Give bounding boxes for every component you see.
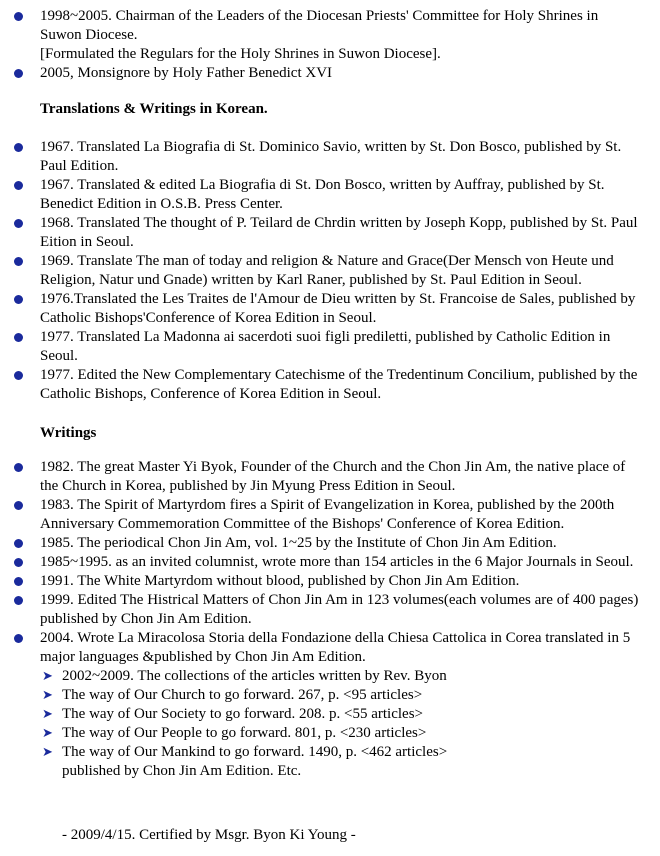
bullet-icon	[14, 371, 23, 380]
list-item	[0, 64, 640, 83]
list-item	[0, 328, 640, 366]
list-item	[0, 553, 640, 572]
list-item-text: 1968. Translated The thought of P. Teilard de Chrdin written by Joseph Kopp, published by St. Paul Eition in Seoul.	[40, 215, 638, 250]
bullet-icon	[14, 257, 23, 266]
list-item	[0, 138, 640, 176]
list-item-text: 1999. Edited The Histrical Matters of Chon Jin Am in 123 volumes(each volumes are of 400 pages) published by Chon Jin Am Edition.	[40, 592, 639, 627]
list-item	[0, 496, 640, 534]
bullet-icon	[14, 558, 23, 567]
bullet-icon	[14, 333, 23, 342]
sub-list-item-text: The way of Our Society to go forward. 208. p. <55 articles>	[62, 706, 423, 722]
list-item-text: 2005, Monsignore by Holy Father Benedict XVI	[40, 65, 333, 81]
bullet-icon	[14, 596, 23, 605]
sub-list-item-text: The way of Our People to go forward. 801, p. <230 articles>	[62, 725, 427, 741]
sub-list-item-text: 2002~2009. The collections of the articles written by Rev. Byon	[62, 668, 447, 684]
list-item-text: 1977. Translated La Madonna ai sacerdoti suoi figli prediletti, published by Catholic Edition in Seoul.	[40, 329, 611, 364]
bullet-icon	[14, 539, 23, 548]
bullet-icon	[14, 634, 23, 643]
article-collections-list	[0, 667, 640, 781]
arrowhead-bullet-icon: ➤	[42, 688, 53, 703]
list-item-text: 1985~1995. as an invited columnist, wrote more than 154 articles in the 6 Major Journals in Seoul.	[40, 554, 634, 570]
translations-heading: Translations & Writings in Korean.	[40, 101, 268, 117]
list-item	[0, 7, 640, 64]
arrowhead-bullet-icon: ➤	[42, 745, 53, 760]
list-item-text: 1983. The Spirit of Martyrdom fires a Spirit of Evangelization in Korea, published by the 200th Anniversary Commemoration Committee of the Bishops' Conference of Korea Edition.	[40, 497, 615, 532]
list-item	[0, 366, 640, 404]
list-item	[0, 290, 640, 328]
list-item-text: 1976.Translated the Les Traites de l'Amour de Dieu written by St. Francoise de Sales, published by Catholic Bishops'Conference of Korea Edition in Seoul.	[40, 291, 636, 326]
list-item	[0, 176, 640, 214]
sub-list-item-text: The way of Our Church to go forward. 267, p. <95 articles>	[62, 687, 423, 703]
bullet-icon	[14, 501, 23, 510]
sub-list-item-text: The way of Our Mankind to go forward. 1490, p. <462 articles> published by Chon Jin Am Edition. Etc.	[62, 744, 448, 779]
sub-list-item	[0, 667, 640, 686]
sub-list-item	[0, 724, 640, 743]
list-item-text: 2004. Wrote La Miracolosa Storia della Fondazione della Chiesa Cattolica in Corea translated in 5 major languages &published by Chon Jin Am Edition.	[40, 630, 631, 665]
list-item-text: 1967. Translated & edited La Biografia di St. Don Bosco, written by Auffray, published by St. Benedict Edition in O.S.B. Press Center.	[40, 177, 605, 212]
arrowhead-bullet-icon: ➤	[42, 707, 53, 722]
list-item	[0, 534, 640, 553]
list-item-text: 1967. Translated La Biografia di St. Dominico Savio, written by St. Don Bosco, published by St. Paul Edition.	[40, 139, 622, 174]
bullet-icon	[14, 463, 23, 472]
list-item	[0, 458, 640, 496]
bullet-icon	[14, 295, 23, 304]
translations-list	[0, 138, 640, 404]
bullet-icon	[14, 219, 23, 228]
list-item-text: 1982. The great Master Yi Byok, Founder of the Church and the Chon Jin Am, the native place of the Church in Korea, published by Jin Myung Press Edition in Seoul.	[40, 459, 626, 494]
bullet-icon	[14, 143, 23, 152]
bullet-icon	[14, 577, 23, 586]
arrowhead-bullet-icon: ➤	[42, 669, 53, 684]
sub-list-item	[0, 743, 640, 781]
bullet-icon	[14, 12, 23, 21]
list-item	[0, 591, 640, 629]
list-item-text: 1985. The periodical Chon Jin Am, vol. 1~25 by the Institute of Chon Jin Am Edition.	[40, 535, 557, 551]
sub-list-item	[0, 686, 640, 705]
bullet-icon	[14, 69, 23, 78]
sub-list-item	[0, 705, 640, 724]
writings-list	[0, 458, 640, 781]
list-item	[0, 214, 640, 252]
list-item-text: 1998~2005. Chairman of the Leaders of the Diocesan Priests' Committee for Holy Shrines in Suwon Diocese. [Formulated the Regulars for the Holy Shrines in Suwon Diocese].	[40, 8, 599, 62]
list-item	[0, 629, 640, 667]
certification-line: - 2009/4/15. Certified by Msgr. Byon Ki Young -	[62, 827, 356, 843]
list-item	[0, 572, 640, 591]
list-item-text: 1969. Translate The man of today and religion & Nature and Grace(Der Mensch von Heute und Religion, Natur und Gnade) written by Karl Raner, published by St. Paul Edition in Seoul.	[40, 253, 614, 288]
list-item	[0, 252, 640, 290]
list-item-text: 1991. The White Martyrdom without blood, published by Chon Jin Am Edition.	[40, 573, 520, 589]
arrowhead-bullet-icon: ➤	[42, 726, 53, 741]
bullet-icon	[14, 181, 23, 190]
career-list	[0, 7, 640, 83]
writings-heading: Writings	[40, 425, 97, 441]
list-item-text: 1977. Edited the New Complementary Catechisme of the Tredentinum Concilium, published by the Catholic Bishops, Conference of Korea Edition in Seoul.	[40, 367, 638, 402]
